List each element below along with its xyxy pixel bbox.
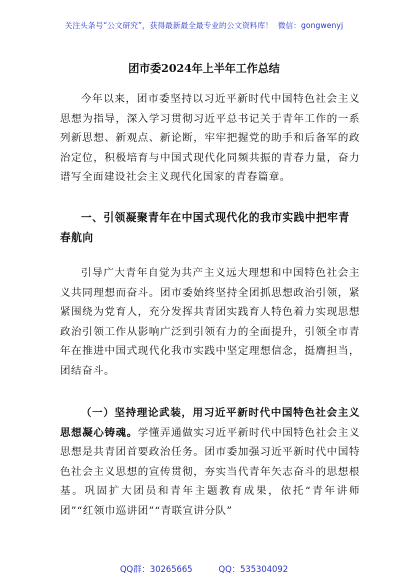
section-1-paragraph: 引导广大青年自觉为共产主义远大理想和中国特色社会主义共同理想而奋斗。团市委始终坚持全团抓思想政治引领，紧紧围绕为党育人，充分发挥共青团实践育人特色着力实现思想政治引领工作从影响广泛到引领有力的全面提升，引领全市青年在推进中国式现代化我市实践中坚定理想信念，挺膺担当，团结奋斗。 (60, 267, 360, 377)
header-banner (0, 20, 408, 31)
qq-number: QQ：535304092 (218, 564, 289, 574)
document-title: 团市委2024年上半年工作总结 (128, 62, 280, 75)
subsection-1-paragraph (60, 404, 360, 522)
section-heading-1: 一、引领凝聚青年在中国式现代化的我市实践中把牢青春航向 (60, 212, 350, 244)
qq-group: QQ群：30265665 (119, 564, 193, 574)
intro-paragraph: 今年以来，团市委坚持以习近平新时代中国特色社会主义思想为指导，深入学习贯彻习近平总书记关于青年工作的一系列新思想、新观点、新论断，牢牢把握党的助手和后备军的政治定位，积极培育与中国式现代化同频共振的青春力量，奋力谱写全面建设社会主义现代化国家的青春篇章。 (60, 93, 360, 184)
subsection-heading-1: （一）坚持理论武装，用习近平新时代中国特色社会主义思想凝心铸魂。 (60, 407, 360, 439)
footer-contact (0, 563, 408, 575)
banner-text: 关注头条号“公文研究”，获得最新最全最专业的公文资料库！ (64, 21, 273, 30)
subsection-1-body: 学懂弄通做实习近平新时代中国特色社会主义思想是共青团首要政治任务。团市委加强习近平新时代中国特色社会主义思想的宣传贯彻，夯实当代青年矢志奋斗的思想根基。巩固扩大团员和青年主题教育成果，依托“青年讲师团”“红领巾巡讲团”“青联宣讲分队” (60, 426, 360, 517)
wechat-id: 微信：gongwenyj (277, 21, 344, 30)
